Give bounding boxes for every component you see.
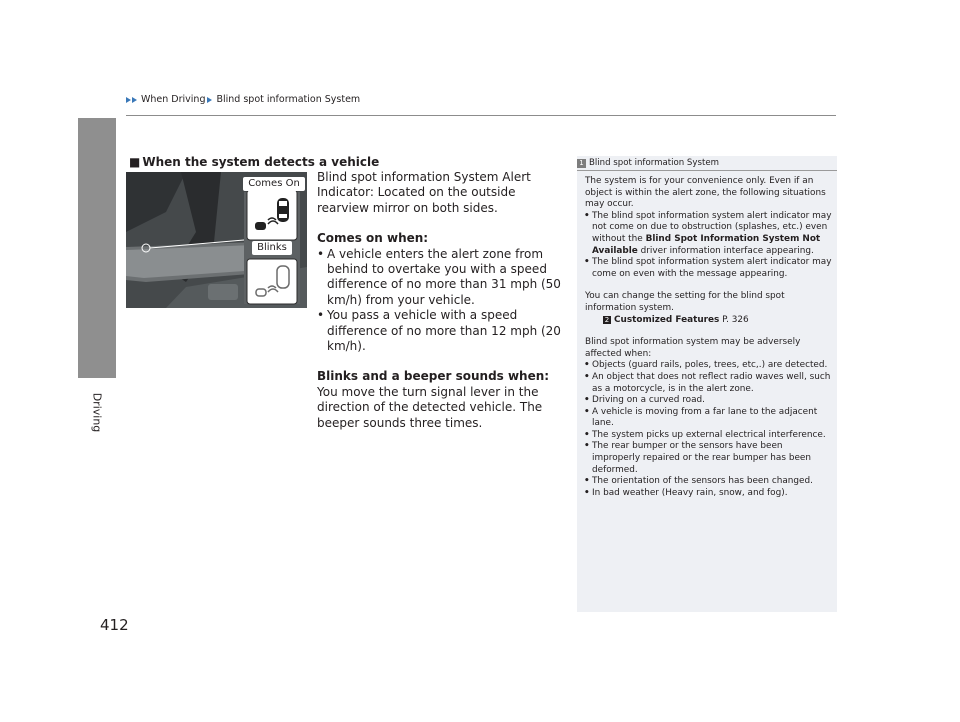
note-list (585, 360, 833, 499)
note-number-icon: 1 (577, 159, 586, 168)
note-title: Blind spot information System (589, 158, 719, 168)
page-number: 412 (100, 616, 129, 634)
arrow-icon (207, 97, 212, 103)
blinks-title: Blinks and a beeper sounds when: (317, 369, 550, 384)
breadcrumb-section: When Driving (141, 94, 206, 105)
comes-on-label: Comes On (243, 177, 305, 191)
breadcrumb-page: Blind spot information System (216, 94, 361, 105)
comes-on-title: Comes on when: (317, 231, 429, 246)
breadcrumb (126, 94, 360, 105)
header-divider (126, 115, 836, 116)
mirror-illustration-svg (126, 172, 307, 308)
list-item: • In bad weather (Heavy rain, snow, and fog). (585, 488, 833, 500)
list-item: • The blind spot information system alert indicator may not come on due to obstruction (splashes, etc.) even without the Blind Spot Information System Not Available driver information interface appearing. (585, 211, 833, 257)
list-item: • A vehicle is moving from a far lane to the adjacent lane. (585, 407, 833, 430)
blinks-text: You move the turn signal lever in the direction of the detected vehicle. The beeper sounds three times. (317, 384, 543, 430)
arrow-icon (132, 97, 137, 103)
list-item: • The rear bumper or the sensors have been improperly repaired or the rear bumper has been deformed. (585, 441, 833, 476)
cross-reference-link[interactable]: 2 Customized Features P. 326 (604, 314, 749, 325)
main-body (317, 170, 561, 431)
note-header (577, 156, 837, 171)
list-item: • The blind spot information system alert indicator may come on even with the message appearing. (585, 257, 833, 280)
comes-on-list (317, 247, 561, 355)
chapter-label: Driving (90, 392, 104, 432)
reference-icon: 2 (604, 315, 610, 324)
list-item: • The orientation of the sensors has been changed. (585, 476, 833, 488)
note-body (585, 176, 833, 499)
note-list (585, 211, 833, 281)
note-paragraph: Blind spot information system may be adversely affected when: (585, 337, 801, 359)
section-heading-text: When the system detects a vehicle (142, 155, 380, 169)
list-item: • An object that does not reflect radio waves well, such as a motorcycle, is in the alert zone. (585, 372, 833, 395)
note-paragraph: The system is for your convenience only. Even if an object is within the alert zone, the following situations may occur. (585, 176, 826, 210)
section-heading (129, 155, 379, 169)
list-item: • Driving on a curved road. (585, 395, 833, 407)
list-item: • The system picks up external electrical interference. (585, 430, 833, 442)
blinks-label: Blinks (252, 241, 292, 255)
note-paragraph: You can change the setting for the blind spot information system. (585, 291, 785, 313)
mirror-illustration (126, 172, 307, 308)
square-bullet-icon: ■ (129, 155, 141, 169)
note-panel (577, 156, 837, 612)
chapter-tab (78, 118, 116, 378)
list-item: • A vehicle enters the alert zone from behind to overtake you with a speed difference of no more than 31 mph (50 km/h) from your vehicle. (317, 247, 561, 309)
list-item: • You pass a vehicle with a speed difference of no more than 12 mph (20 km/h). (317, 308, 561, 354)
list-item: • Objects (guard rails, poles, trees, etc,.) are detected. (585, 360, 833, 372)
intro-text: Blind spot information System Alert Indicator: Located on the outside rearview mirror on both sides. (317, 170, 531, 215)
arrow-icon (126, 97, 131, 103)
